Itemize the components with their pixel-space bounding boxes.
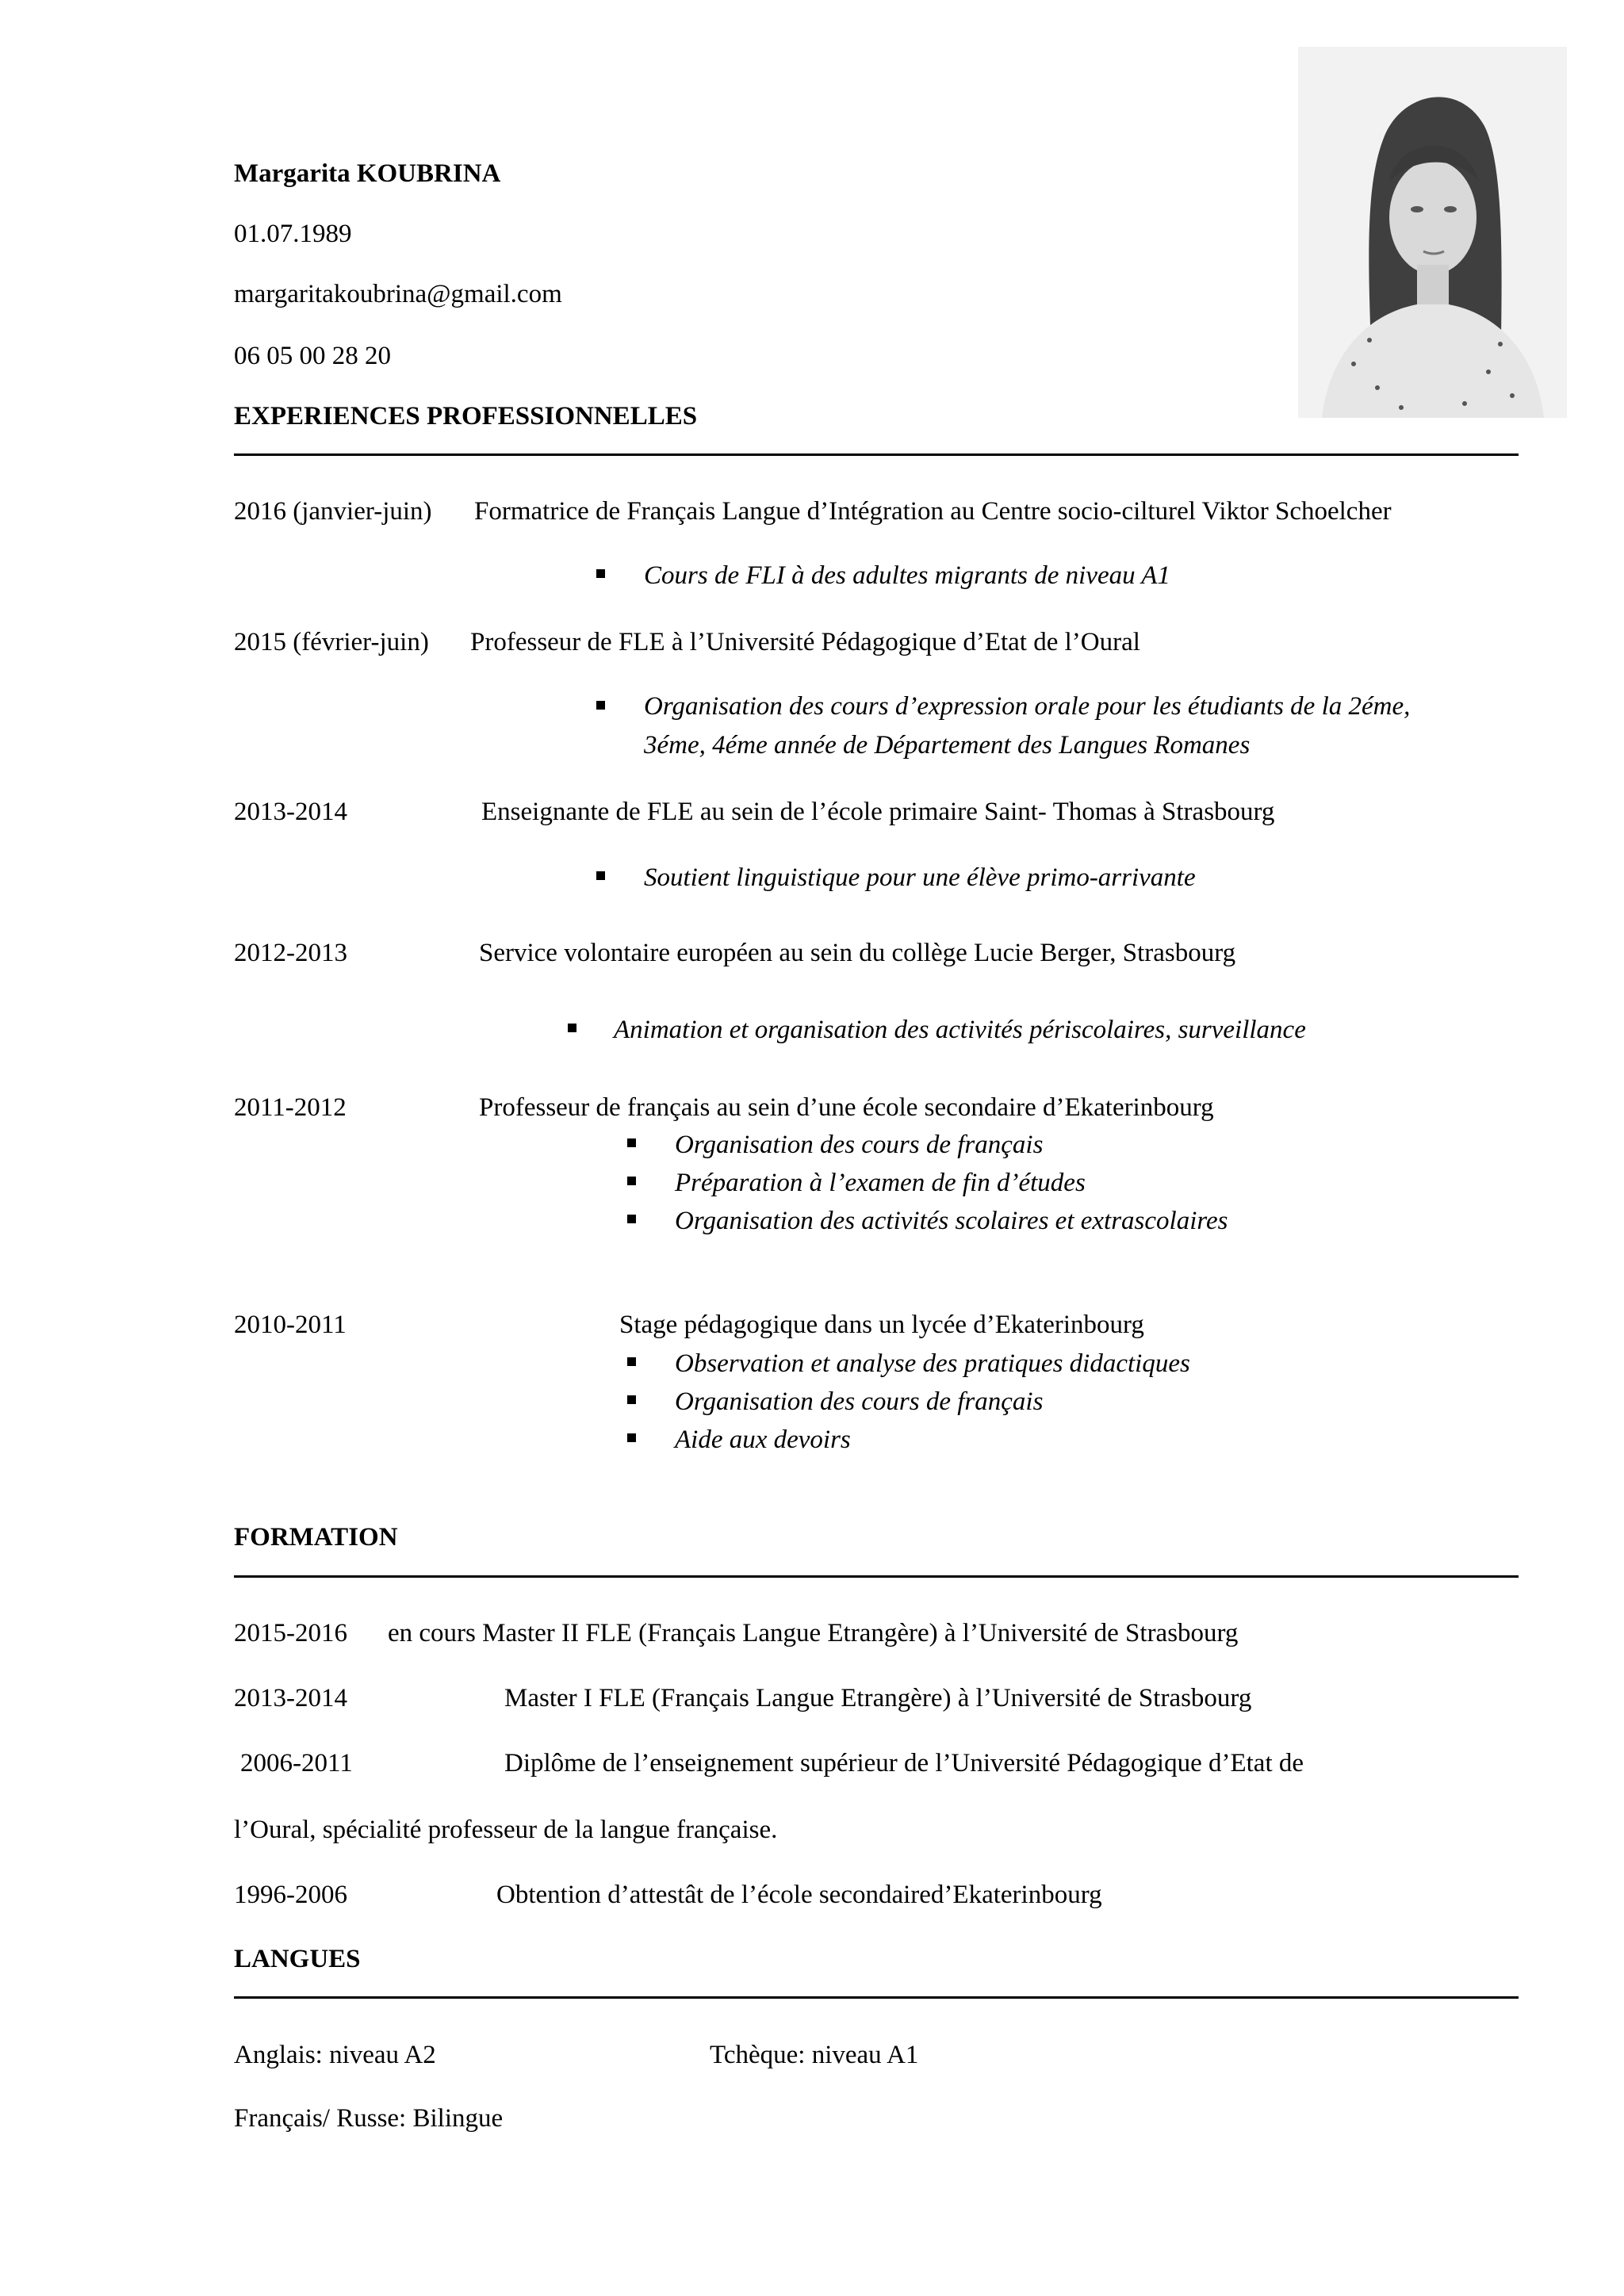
- experience-role: Professeur de FLE à l’Université Pédagogique d’Etat de l’Oural: [470, 628, 1140, 656]
- education-detail: Master I FLE (Français Langue Etrangère) à l’Université de Strasbourg: [504, 1684, 1252, 1712]
- bullet-square-icon: [596, 701, 605, 710]
- experience-period: 2010-2011: [234, 1311, 347, 1339]
- experience-period: 2016 (janvier-juin): [234, 497, 432, 526]
- bullet-square-icon: [627, 1395, 636, 1404]
- email: margaritakoubrina@gmail.com: [234, 280, 562, 308]
- experience-period: 2011-2012: [234, 1093, 347, 1122]
- bullet-square-icon: [627, 1215, 636, 1223]
- bullet-square-icon: [627, 1357, 636, 1366]
- bullet-square-icon: [596, 871, 605, 880]
- experience-period: 2015 (février-juin): [234, 628, 429, 656]
- birthdate: 01.07.1989: [234, 220, 352, 248]
- experience-item: Organisation des activités scolaires et extrascolaires: [675, 1207, 1228, 1235]
- experience-item: Préparation à l’examen de fin d’études: [675, 1169, 1086, 1197]
- profile-photo: [1298, 47, 1567, 418]
- education-detail: Obtention d’attestât de l’école secondaired’Ekaterinbourg: [496, 1881, 1102, 1909]
- experience-item: Aide aux devoirs: [675, 1425, 851, 1454]
- education-period: 1996-2006: [234, 1881, 347, 1909]
- experience-item: Organisation des cours de français: [675, 1387, 1044, 1416]
- education-detail: en cours Master II FLE (Français Langue Etrangère) à l’Université de Strasbourg: [388, 1619, 1239, 1647]
- education-detail: Diplôme de l’enseignement supérieur de l’Université Pédagogique d’Etat de: [504, 1749, 1304, 1777]
- education-detail-continued: l’Oural, spécialité professeur de la langue française.: [234, 1816, 778, 1844]
- education-period: 2006-2011: [240, 1749, 353, 1777]
- section-title-education: FORMATION: [234, 1523, 398, 1552]
- experience-role: Stage pédagogique dans un lycée d’Ekaterinbourg: [619, 1311, 1144, 1339]
- phone: 06 05 00 28 20: [234, 342, 391, 370]
- section-title-experience: EXPERIENCES PROFESSIONNELLES: [234, 402, 698, 430]
- experience-item: Observation et analyse des pratiques didactiques: [675, 1349, 1190, 1378]
- experience-period: 2013-2014: [234, 798, 347, 826]
- bullet-square-icon: [568, 1024, 576, 1032]
- bullet-square-icon: [627, 1177, 636, 1185]
- experience-item: Organisation des cours de français: [675, 1131, 1044, 1159]
- language-czech: Tchèque: niveau A1: [710, 2041, 919, 2069]
- section-divider: [234, 453, 1519, 456]
- experience-role: Formatrice de Français Langue d’Intégration au Centre socio-cilturel Viktor Schoelcher: [474, 497, 1392, 526]
- education-period: 2013-2014: [234, 1684, 347, 1712]
- experience-item: Organisation des cours d’expression orale pour les étudiants de la 2éme,: [644, 692, 1411, 721]
- experience-role: Service volontaire européen au sein du collège Lucie Berger, Strasbourg: [479, 939, 1236, 967]
- education-period: 2015-2016: [234, 1619, 347, 1647]
- experience-item: Soutient linguistique pour une élève primo-arrivante: [644, 863, 1196, 892]
- experience-item: 3éme, 4éme année de Département des Langues Romanes: [644, 731, 1251, 760]
- experience-period: 2012-2013: [234, 939, 347, 967]
- bullet-square-icon: [627, 1433, 636, 1442]
- section-title-languages: LANGUES: [234, 1945, 361, 1973]
- bullet-square-icon: [627, 1138, 636, 1147]
- section-divider: [234, 1575, 1519, 1578]
- experience-item: Cours de FLI à des adultes migrants de niveau A1: [644, 561, 1170, 590]
- section-divider: [234, 1996, 1519, 1999]
- language-english: Anglais: niveau A2: [234, 2041, 436, 2069]
- experience-role: Professeur de français au sein d’une école secondaire d’Ekaterinbourg: [479, 1093, 1214, 1122]
- experience-role: Enseignante de FLE au sein de l’école primaire Saint- Thomas à Strasbourg: [481, 798, 1275, 826]
- experience-item: Animation et organisation des activités périscolaires, surveillance: [614, 1016, 1306, 1044]
- bullet-square-icon: [596, 569, 605, 578]
- language-french-russian: Français/ Russe: Bilingue: [234, 2104, 504, 2133]
- candidate-name: Margarita KOUBRINA: [234, 159, 501, 188]
